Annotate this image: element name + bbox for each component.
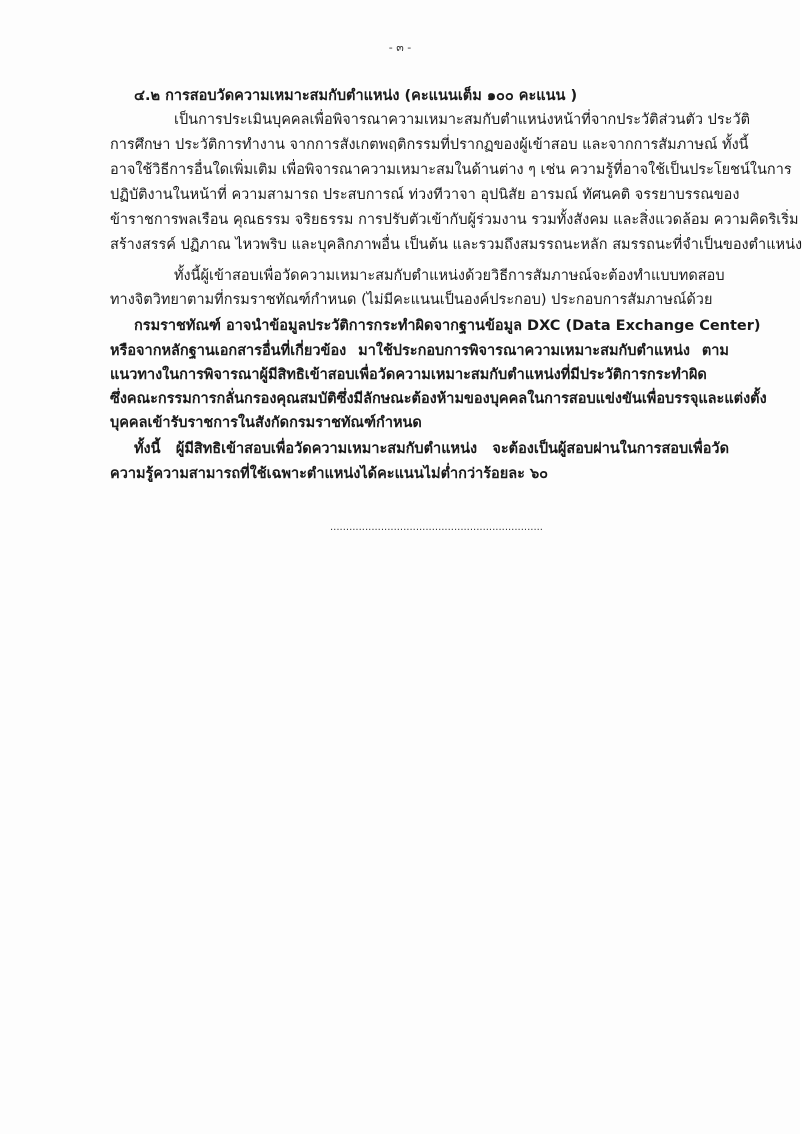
paragraph-line: การศึกษา ประวัติการทำงาน จากการสังเกตพฤติกรรมที่ปรากฏของผู้เข้าสอบ และจากการสัมภาษณ์ ทั้งนี้: [110, 137, 749, 153]
end-dotted-line: ...................................................................: [330, 522, 543, 533]
paragraph-line: กรมราชทัณฑ์ อาจนำข้อมูลประวัติการกระทำผิดจากฐานข้อมูล DXC (Data Exchange Center): [134, 318, 761, 334]
paragraph-line: ข้าราชการพลเรือน คุณธรรม จริยธรรม การปรับตัวเข้ากับผู้ร่วมงาน รวมทั้งสังคม และสิ่งแวดล้อม ความคิดริเริ่ม: [110, 212, 799, 228]
section-heading: ๔.๒ การสอบวัดความเหมาะสมกับตำแหน่ง (คะแนนเต็ม ๑๐๐ คะแนน ): [134, 88, 578, 104]
paragraph-line: อาจใช้วิธีการอื่นใดเพิ่มเติม เพื่อพิจารณาความเหมาะสมในด้านต่าง ๆ เช่น ความรู้ที่อาจใช้เป็นประโยชน์ในการ: [110, 162, 792, 178]
paragraph-line: ทางจิตวิทยาตามที่กรมราชทัณฑ์กำหนด (ไม่มีคะแนนเป็นองค์ประกอบ) ประกอบการสัมภาษณ์ด้วย: [110, 292, 713, 308]
paragraph-line: ทั้งนี้ผู้เข้าสอบเพื่อวัดความเหมาะสมกับตำแหน่งด้วยวิธีการสัมภาษณ์จะต้องทำแบบทดสอบ: [174, 268, 725, 284]
paragraph-line: ซึ่งคณะกรรมการกลั่นกรองคุณสมบัติซึ่งมีลักษณะต้องห้ามของบุคคลในการสอบแข่งขันเพื่อบรรจุและแต่งตั้ง: [110, 391, 767, 407]
paragraph-line: ปฏิบัติงานในหน้าที่ ความสามารถ ประสบการณ์ ท่วงทีวาจา อุปนิสัย อารมณ์ ทัศนคติ จรรยาบรรณของ: [110, 187, 740, 203]
paragraph-line: หรือจากหลักฐานเอกสารอื่นที่เกี่ยวข้อง มาใช้ประกอบการพิจารณาความเหมาะสมกับตำแหน่ง ตาม: [110, 343, 729, 359]
paragraph-line: เป็นการประเมินบุคคลเพื่อพิจารณาความเหมาะสมกับตำแหน่งหน้าที่จากประวัติส่วนตัว ประวัติ: [174, 112, 751, 128]
paragraph-line: สร้างสรรค์ ปฏิภาณ ไหวพริบ และบุคลิกภาพอื่น เป็นต้น และรวมถึงสมรรถนะหลัก สมรรถนะที่จำเป็นของตำแหน่ง: [110, 237, 802, 253]
paragraph-line: ความรู้ความสามารถที่ใช้เฉพาะตำแหน่งได้คะแนนไม่ต่ำกว่าร้อยละ ๖๐: [110, 466, 548, 482]
paragraph-line: ทั้งนี้ ผู้มีสิทธิเข้าสอบเพื่อวัดความเหมาะสมกับตำแหน่ง จะต้องเป็นผู้สอบผ่านในการสอบเพื่อวัด: [134, 441, 729, 457]
page-number: - ๓ -: [388, 41, 412, 54]
paragraph-line: บุคคลเข้ารับราชการในสังกัดกรมราชทัณฑ์กำหนด: [110, 415, 422, 431]
paragraph-line: แนวทางในการพิจารณาผู้มีสิทธิเข้าสอบเพื่อวัดความเหมาะสมกับตำแหน่งที่มีประวัติการกระทำผิด: [110, 367, 707, 383]
